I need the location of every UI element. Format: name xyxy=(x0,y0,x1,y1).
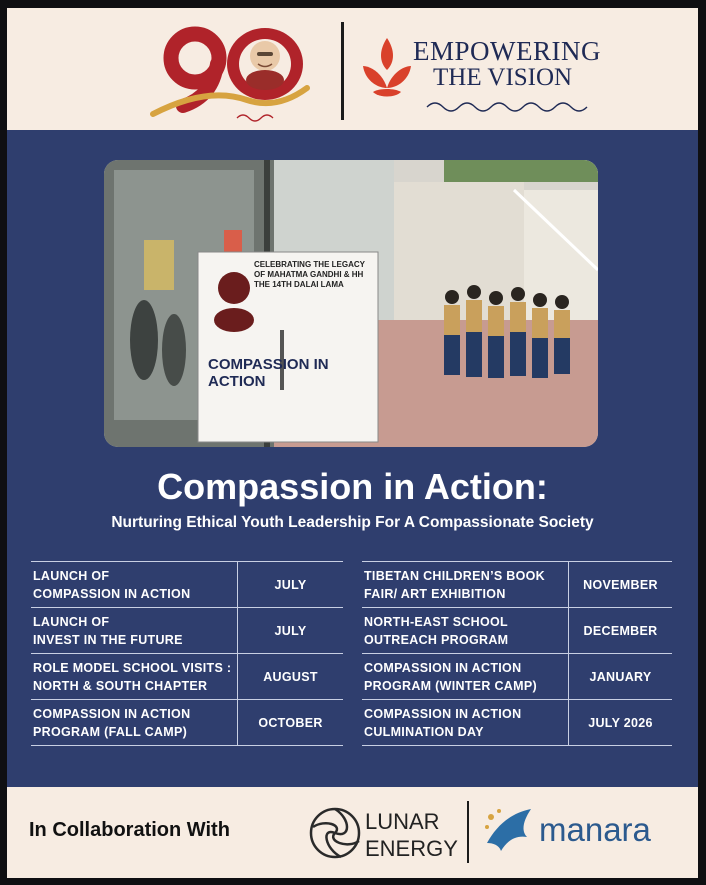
lunar-line-1: LUNAR xyxy=(365,809,440,834)
month-cell: OCTOBER xyxy=(238,700,344,746)
ninety-years-logo xyxy=(147,14,317,126)
dove-icon xyxy=(481,803,537,859)
event-line-1: LAUNCH OF xyxy=(33,568,110,583)
poster xyxy=(7,8,698,878)
table-row xyxy=(31,654,343,700)
headline: Compassion in Action: xyxy=(157,466,548,507)
manara-wordmark: manara xyxy=(539,811,651,848)
schedule-table-right xyxy=(362,561,672,746)
month-cell: JULY xyxy=(238,562,344,608)
table-row xyxy=(362,654,672,700)
event-line-1: NORTH-EAST SCHOOL xyxy=(364,614,508,629)
empowering-the-vision-logo xyxy=(359,26,679,126)
footer-divider xyxy=(467,801,469,863)
event-line-1: LAUNCH OF xyxy=(33,614,110,629)
event-line-2: FAIR/ ART EXHIBITION xyxy=(364,586,506,601)
event-cell xyxy=(31,700,238,746)
event-line-1: ROLE MODEL SCHOOL VISITS : xyxy=(33,660,232,675)
poster-sign-title: CELEBRATING THE LEGACY OF MAHATMA GANDHI & HH THE 14TH DALAI LAMA xyxy=(254,260,365,289)
event-line-2: INVEST IN THE FUTURE xyxy=(33,632,183,647)
event-line-2: OUTREACH PROGRAM xyxy=(364,632,509,647)
event-cell xyxy=(362,562,569,608)
collab-label: In Collaboration With xyxy=(29,819,230,841)
header-band xyxy=(7,8,698,130)
month-cell: DECEMBER xyxy=(569,608,673,654)
table-row xyxy=(362,608,672,654)
month-cell: AUGUST xyxy=(238,654,344,700)
month-cell: JULY 2026 xyxy=(569,700,673,746)
event-cell xyxy=(31,608,238,654)
table-row xyxy=(31,562,343,608)
event-line-1: COMPASSION IN ACTION xyxy=(364,660,522,675)
event-cell xyxy=(362,654,569,700)
event-cell xyxy=(31,654,238,700)
table-row xyxy=(31,700,343,746)
manara-logo xyxy=(481,801,681,863)
ninety-logo-graphic xyxy=(147,14,317,126)
event-line-2: PROGRAM (WINTER CAMP) xyxy=(364,678,537,693)
table-row xyxy=(31,608,343,654)
event-line-2: NORTH & SOUTH CHAPTER xyxy=(33,678,208,693)
month-cell: NOVEMBER xyxy=(569,562,673,608)
etv-line-1: EMPOWERING xyxy=(413,36,601,66)
event-line-1: TIBETAN CHILDREN’S BOOK xyxy=(364,568,545,583)
event-cell xyxy=(362,608,569,654)
event-line-2: PROGRAM (FALL CAMP) xyxy=(33,724,188,739)
subheadline: Nurturing Ethical Youth Leadership For A Compassionate Society xyxy=(111,514,594,531)
table-row xyxy=(362,700,672,746)
swirl-icon xyxy=(307,805,363,861)
event-line-1: COMPASSION IN ACTION xyxy=(364,706,522,721)
etv-line-2: THE VISION xyxy=(433,64,573,91)
event-line-1: COMPASSION IN ACTION xyxy=(33,706,191,721)
lunar-line-2: ENERGY xyxy=(365,836,458,861)
footer-band xyxy=(7,787,698,878)
event-line-2: COMPASSION IN ACTION xyxy=(33,586,191,601)
schedule-table-left xyxy=(31,561,343,746)
table-row xyxy=(362,562,672,608)
header-divider xyxy=(341,22,344,120)
lotus-flame-icon xyxy=(359,36,415,106)
month-cell: JANUARY xyxy=(569,654,673,700)
tibetan-script-line xyxy=(425,100,595,114)
event-photo xyxy=(104,160,598,447)
lunar-energy-logo xyxy=(307,799,467,867)
month-cell: JULY xyxy=(238,608,344,654)
event-photo-scene xyxy=(104,160,598,447)
event-cell xyxy=(31,562,238,608)
poster-sign-campaign: COMPASSION IN ACTION xyxy=(208,356,329,390)
event-line-2: CULMINATION DAY xyxy=(364,724,484,739)
event-cell xyxy=(362,700,569,746)
